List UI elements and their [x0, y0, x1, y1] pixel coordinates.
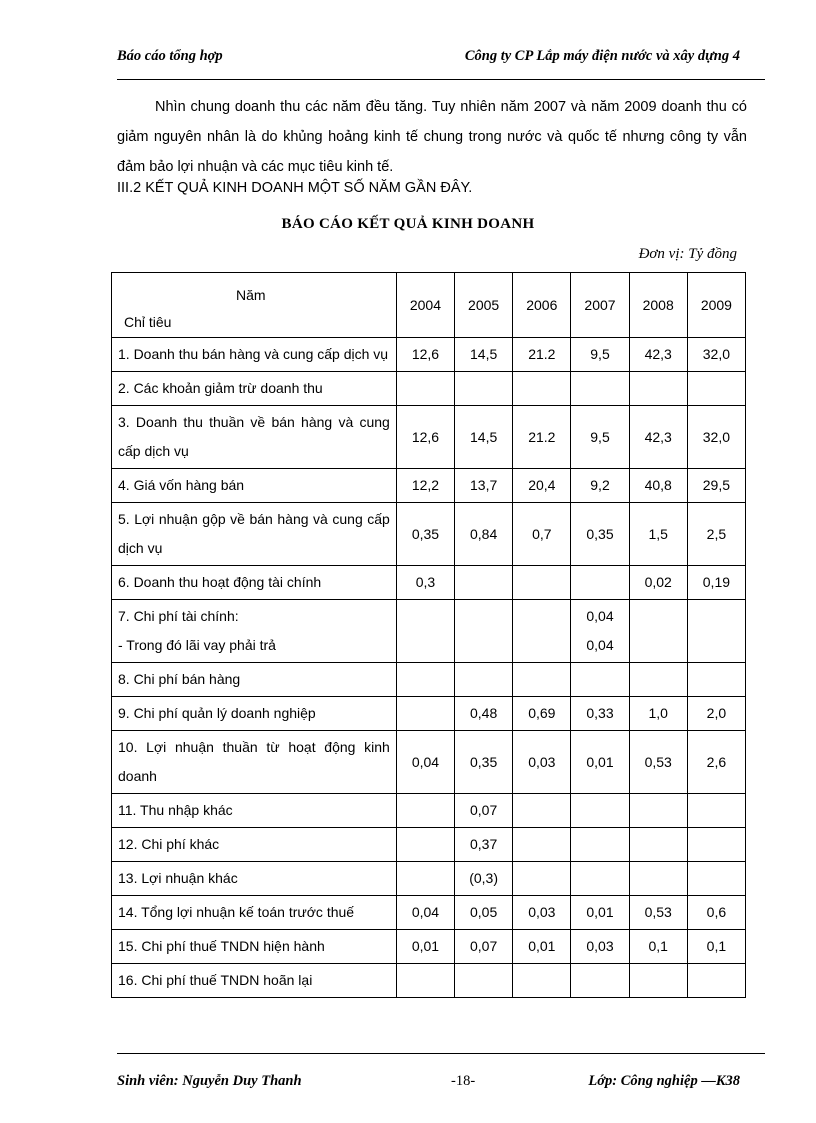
value-cell: [687, 663, 745, 697]
value-cell: 13,7: [455, 469, 513, 503]
value-cell: 40,8: [629, 469, 687, 503]
value-cell: [396, 600, 454, 663]
value-cell: [571, 566, 629, 600]
value-cell: [629, 600, 687, 663]
value-cell: 14,5: [455, 406, 513, 469]
value-cell: 12,2: [396, 469, 454, 503]
value-cell: [513, 828, 571, 862]
value-cell: [571, 794, 629, 828]
value-cell: [396, 828, 454, 862]
intro-text: Nhìn chung doanh thu các năm đều tăng. Tuy nhiên năm 2007 và năm 2009 doanh thu có giảm nguyên nhân là do khủng hoảng kinh tế chung trong nước và quốc tế nhưng công ty vẫn đảm bảo lợi nhuận và các mục tiêu kinh tế.: [117, 99, 747, 175]
value-cell: 0,03: [513, 896, 571, 930]
value-cell: [455, 600, 513, 663]
value-cell: 42,3: [629, 406, 687, 469]
page-number: -18-: [451, 1073, 476, 1089]
table-row: [112, 828, 746, 862]
value-main: [630, 602, 687, 631]
value-cell: 0,6: [687, 896, 745, 930]
value-cell: 0,53: [629, 731, 687, 794]
value-cell: 1,0: [629, 697, 687, 731]
table-row: [112, 862, 746, 896]
table-header-row: [112, 273, 746, 338]
value-cell: 0,35: [396, 503, 454, 566]
footer-class: Lớp: Công nghiệp —K38: [588, 1073, 740, 1089]
value-cell: [513, 663, 571, 697]
row-label: [112, 600, 397, 663]
value-cell: 0,01: [571, 731, 629, 794]
footer-student: Sinh viên: Nguyễn Duy Thanh: [117, 1073, 302, 1089]
value-cell: [455, 663, 513, 697]
value-cell: 0,19: [687, 566, 745, 600]
corner-metric-label: Chỉ tiêu: [124, 314, 172, 330]
value-main: [513, 602, 570, 631]
row-label: 2. Các khoản giảm trừ doanh thu: [112, 372, 397, 406]
corner-cell: [112, 273, 397, 338]
year-header: 2008: [629, 273, 687, 338]
value-cell: 0,07: [455, 794, 513, 828]
value-cell: [629, 794, 687, 828]
value-cell: [687, 964, 745, 998]
row-label: 5. Lợi nhuận gộp về bán hàng và cung cấp dịch vụ: [112, 503, 397, 566]
table-row: [112, 600, 746, 663]
value-cell: [571, 828, 629, 862]
value-sub: [397, 631, 454, 660]
value-cell: [455, 964, 513, 998]
row-label: 4. Giá vốn hàng bán: [112, 469, 397, 503]
value-cell: [396, 794, 454, 828]
value-cell: 32,0: [687, 406, 745, 469]
value-cell: [629, 828, 687, 862]
table-row: [112, 697, 746, 731]
row-label: 12. Chi phí khác: [112, 828, 397, 862]
value-cell: 0,3: [396, 566, 454, 600]
value-cell: 21.2: [513, 338, 571, 372]
value-cell: 0,1: [629, 930, 687, 964]
row-label-sub: - Trong đó lãi vay phải trả: [118, 637, 276, 653]
value-cell: [687, 794, 745, 828]
value-cell: [687, 600, 745, 663]
value-cell: 0,03: [513, 731, 571, 794]
value-main: [455, 602, 512, 631]
report-title: BÁO CÁO KẾT QUẢ KINH DOANH: [281, 216, 535, 232]
row-label: 3. Doanh thu thuần về bán hàng và cung cấp dịch vụ: [112, 406, 397, 469]
value-cell: 0,05: [455, 896, 513, 930]
section-heading: III.2 KẾT QUẢ KINH DOANH MỘT SỐ NĂM GẦN ĐÂY.: [117, 180, 473, 196]
value-cell: 0,84: [455, 503, 513, 566]
value-cell: [396, 862, 454, 896]
value-cell: 9,2: [571, 469, 629, 503]
year-header: 2009: [687, 273, 745, 338]
table-row: [112, 663, 746, 697]
row-label: 13. Lợi nhuận khác: [112, 862, 397, 896]
value-cell: 0,03: [571, 930, 629, 964]
value-cell: 0,35: [455, 731, 513, 794]
value-cell: 0,01: [513, 930, 571, 964]
header-left: Báo cáo tổng hợp: [117, 48, 223, 64]
value-cell: 0,02: [629, 566, 687, 600]
table-row: [112, 406, 746, 469]
value-cell: [571, 862, 629, 896]
value-cell: 0,04: [396, 731, 454, 794]
value-cell: [629, 862, 687, 896]
row-label: 9. Chi phí quản lý doanh nghiệp: [112, 697, 397, 731]
value-cell: 2,5: [687, 503, 745, 566]
value-cell: 32,0: [687, 338, 745, 372]
year-header: 2006: [513, 273, 571, 338]
table-row: [112, 930, 746, 964]
value-cell: 0,01: [396, 930, 454, 964]
value-cell: 0,01: [571, 896, 629, 930]
value-cell: [629, 372, 687, 406]
value-cell: 42,3: [629, 338, 687, 372]
value-cell: 0,37: [455, 828, 513, 862]
value-cell: 9,5: [571, 338, 629, 372]
value-cell: 0,53: [629, 896, 687, 930]
value-cell: 2,0: [687, 697, 745, 731]
value-sub: [513, 631, 570, 660]
value-cell: [513, 372, 571, 406]
table-row: [112, 372, 746, 406]
value-sub: [630, 631, 687, 660]
value-main: 0,04: [586, 608, 614, 624]
value-sub: 0,04: [586, 637, 614, 653]
year-header: 2007: [571, 273, 629, 338]
page-footer: [117, 1073, 740, 1095]
table-row: [112, 338, 746, 372]
table-row: [112, 566, 746, 600]
row-label: 15. Chi phí thuế TNDN hiện hành: [112, 930, 397, 964]
value-cell: [396, 663, 454, 697]
value-cell: [396, 372, 454, 406]
income-statement-table: [111, 272, 746, 998]
value-cell: 29,5: [687, 469, 745, 503]
value-cell: 21.2: [513, 406, 571, 469]
value-cell: [571, 372, 629, 406]
year-header: 2005: [455, 273, 513, 338]
value-main: [397, 602, 454, 631]
value-cell: [513, 794, 571, 828]
value-cell: (0,3): [455, 862, 513, 896]
value-cell: 14,5: [455, 338, 513, 372]
value-cell: 0,7: [513, 503, 571, 566]
value-cell: 0,07: [455, 930, 513, 964]
value-cell: 0,33: [571, 697, 629, 731]
table-row: [112, 469, 746, 503]
value-cell: 12,6: [396, 338, 454, 372]
year-header: 2004: [396, 273, 454, 338]
value-cell: 1,5: [629, 503, 687, 566]
value-cell: 0,69: [513, 697, 571, 731]
value-cell: [571, 964, 629, 998]
value-cell: 0,48: [455, 697, 513, 731]
value-cell: [513, 600, 571, 663]
table-row: [112, 964, 746, 998]
intro-paragraph: [117, 92, 747, 182]
row-label-main: 7. Chi phí tài chính:: [118, 608, 239, 624]
value-cell: [571, 663, 629, 697]
footer-divider: [117, 1053, 765, 1054]
header-divider: [117, 79, 765, 80]
value-cell: 0,04: [396, 896, 454, 930]
value-cell: [513, 964, 571, 998]
value-main: [688, 602, 745, 631]
value-cell: [629, 964, 687, 998]
value-cell: [629, 663, 687, 697]
row-label: 10. Lợi nhuận thuần từ hoạt động kinh doanh: [112, 731, 397, 794]
value-cell: [513, 862, 571, 896]
table-row: [112, 731, 746, 794]
value-sub: [455, 631, 512, 660]
value-cell: [687, 372, 745, 406]
row-label: 8. Chi phí bán hàng: [112, 663, 397, 697]
value-cell: [687, 828, 745, 862]
value-cell: 0,35: [571, 503, 629, 566]
table-row: [112, 896, 746, 930]
value-cell: [396, 697, 454, 731]
value-cell: [513, 566, 571, 600]
value-cell: 20,4: [513, 469, 571, 503]
value-cell: 0,1: [687, 930, 745, 964]
value-cell: [571, 600, 629, 663]
row-label: 14. Tổng lợi nhuận kế toán trước thuế: [112, 896, 397, 930]
row-label: 11. Thu nhập khác: [112, 794, 397, 828]
value-cell: [396, 964, 454, 998]
table-row: [112, 794, 746, 828]
page-header: [117, 48, 740, 70]
value-cell: [455, 566, 513, 600]
value-cell: [455, 372, 513, 406]
value-cell: 2,6: [687, 731, 745, 794]
value-cell: 9,5: [571, 406, 629, 469]
row-label: 6. Doanh thu hoạt động tài chính: [112, 566, 397, 600]
value-cell: [687, 862, 745, 896]
table-row: [112, 503, 746, 566]
value-cell: 12,6: [396, 406, 454, 469]
row-label: 1. Doanh thu bán hàng và cung cấp dịch vụ: [112, 338, 397, 372]
unit-label: Đơn vị: Tỷ đồng: [638, 246, 737, 262]
corner-year-label: Năm: [236, 287, 266, 303]
row-label: 16. Chi phí thuế TNDN hoãn lại: [112, 964, 397, 998]
header-right: Công ty CP Lắp máy điện nước và xây dựng 4: [464, 48, 740, 64]
value-sub: [688, 631, 745, 660]
